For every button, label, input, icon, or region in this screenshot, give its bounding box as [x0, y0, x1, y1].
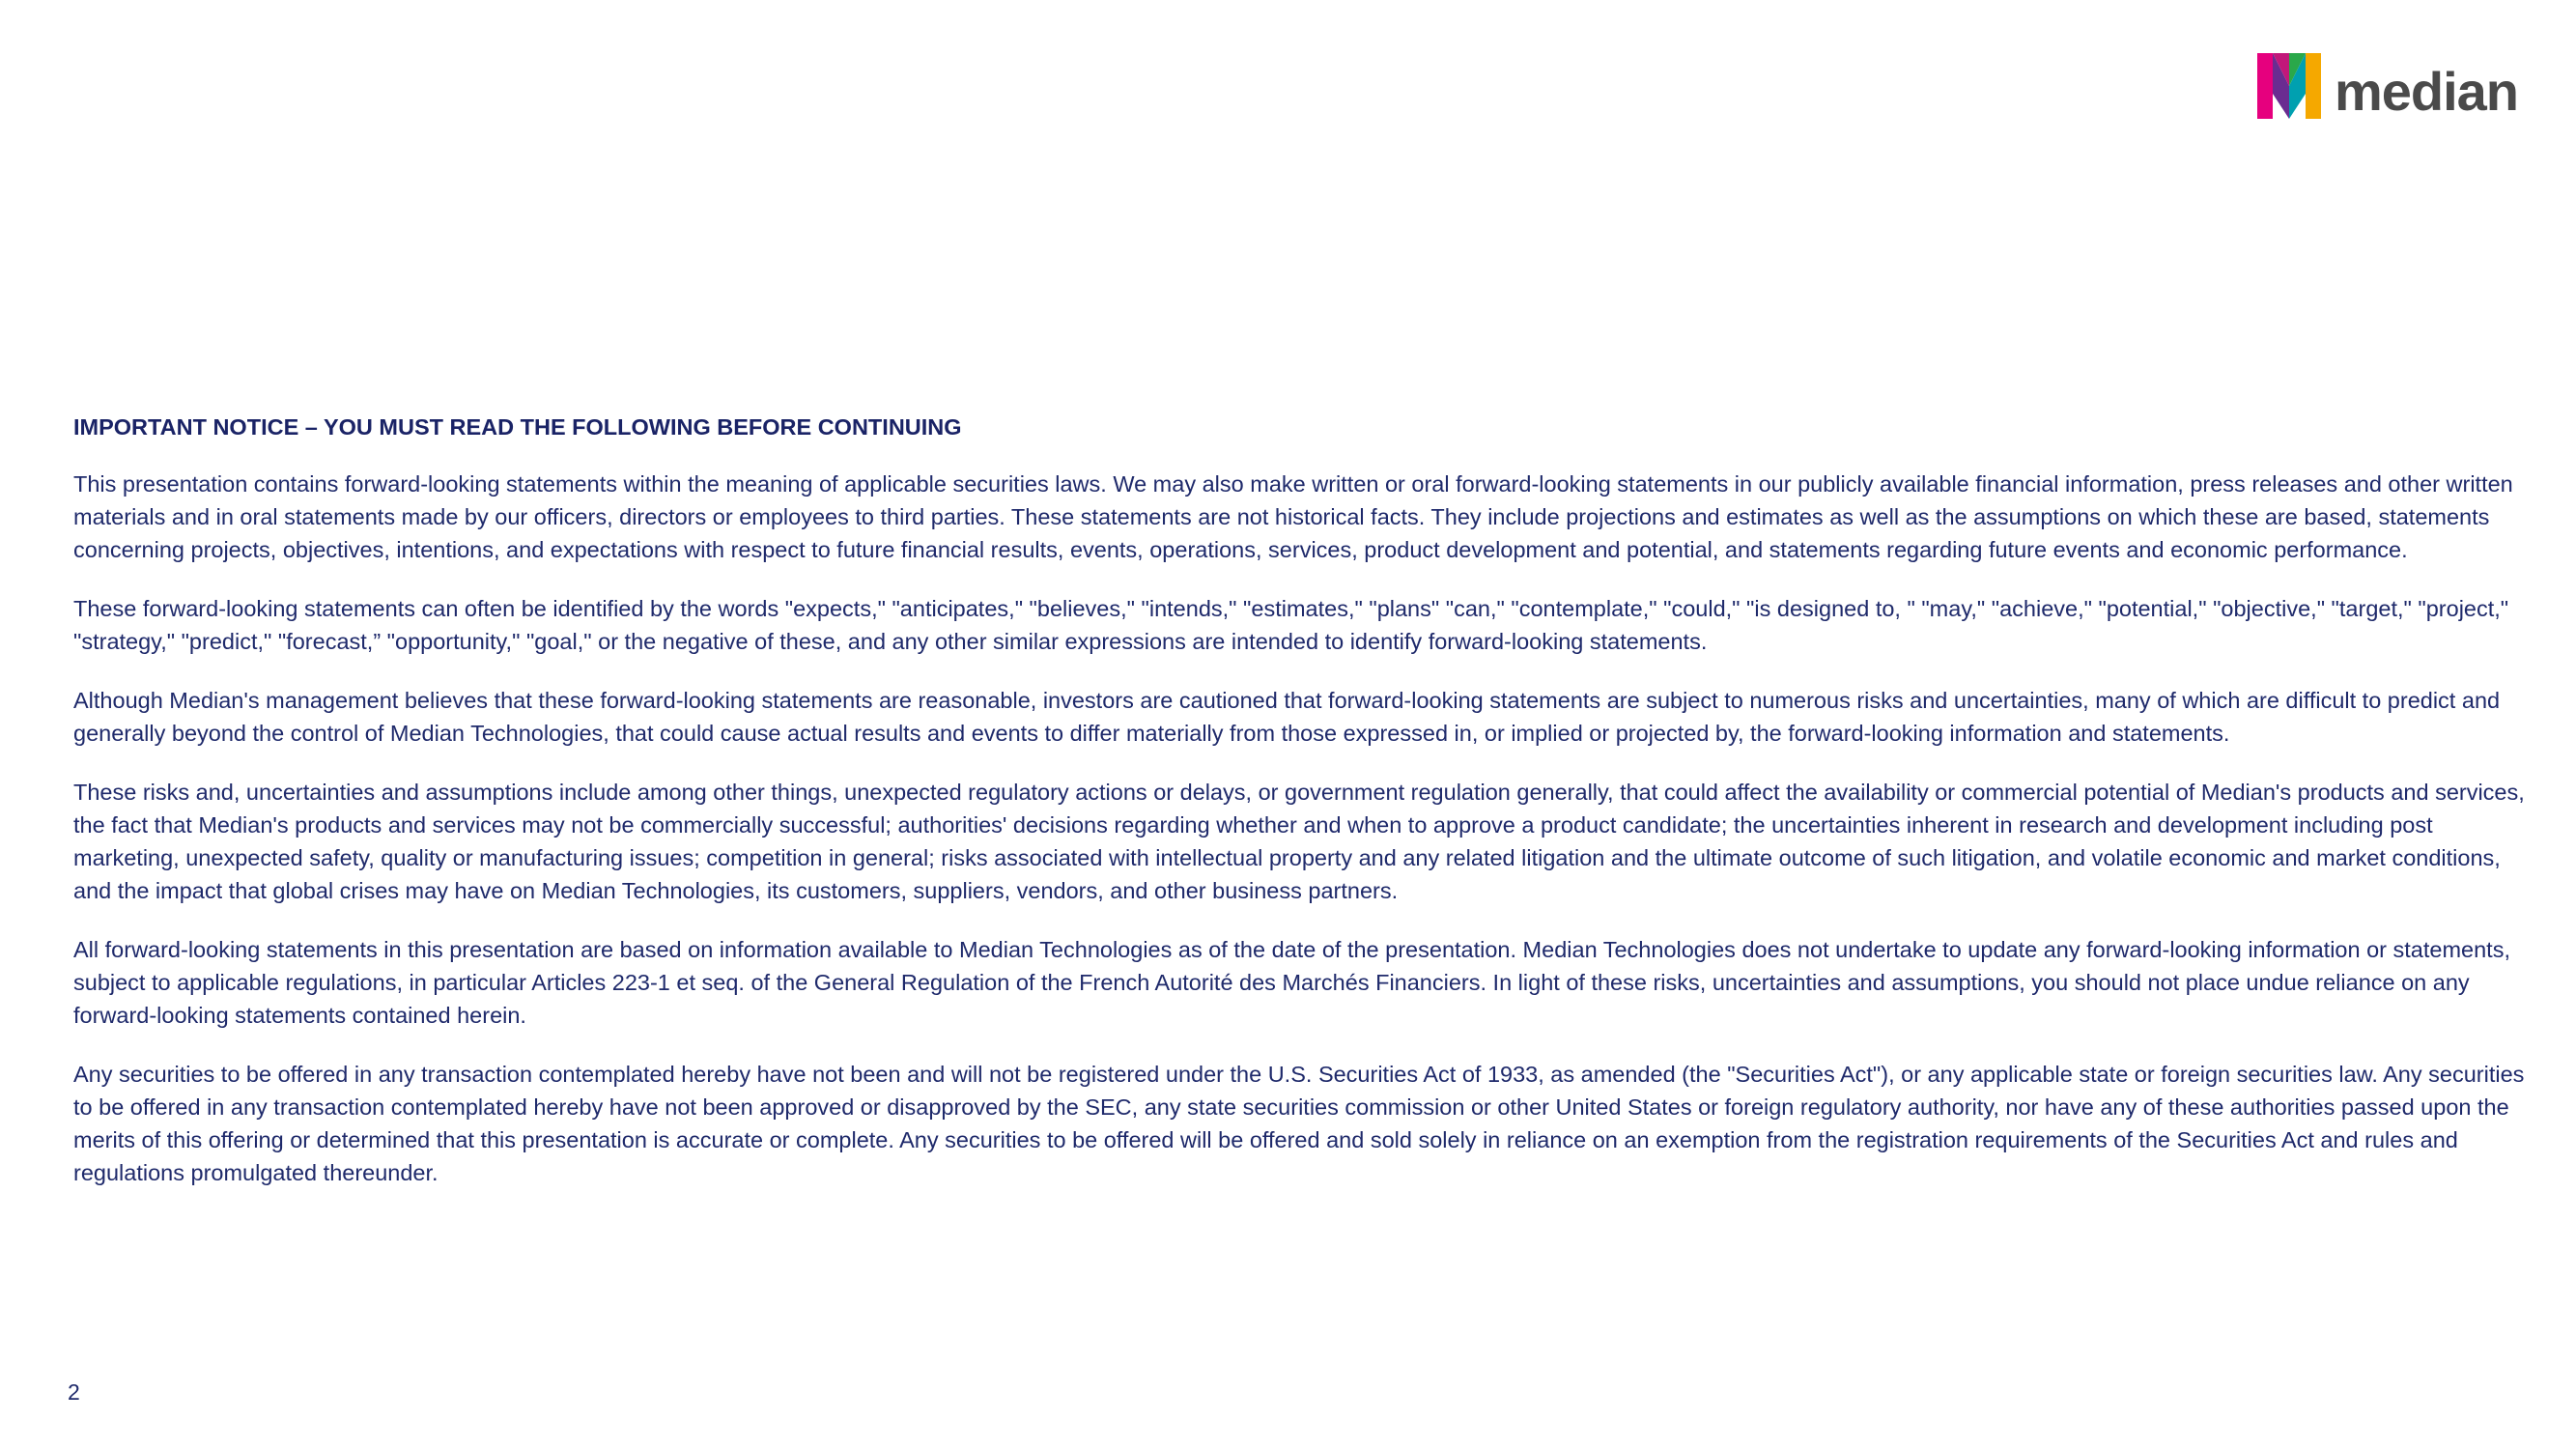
notice-paragraph: This presentation contains forward-looking statements within the meaning of applicable securities laws. We may also make written or oral forward-looking statements in our publicly available financial information, press releases and other written materials and in oral statements made by our officers, directors or employees to third parties. These statements are not historical facts. They include projections and estimates as well as the assumptions on which these are based, statements concerning projects, objectives, intentions, and expectations with respect to future financial results, events, operations, services, product development and potential, and statements regarding future events and economic performance.	[73, 471, 2513, 562]
notice-paragraph: Although Median's management believes that these forward-looking statements are reasonable, investors are cautioned that forward-looking statements are subject to numerous risks and uncertainties, many of which are difficult to predict and generally beyond the control of Median Technologies, that could cause actual results and events to differ materially from those expressed in, or implied or projected by, the forward-looking information and statements.	[73, 688, 2501, 746]
notice-paragraph: These risks and, uncertainties and assumptions include among other things, unexpected regulatory actions or delays, or government regulation generally, that could affect the availability or commercial potential of Median's products and services, the fact that Median's products and services may not be commercially successful; authorities' decisions regarding whether and when to approve a product candidate; the uncertainties inherent in research and development including post marketing, unexpected safety, quality or manufacturing issues; competition in general; risks associated with intellectual property and any related litigation and the ultimate outcome of such litigation, and volatile economic and market conditions, and the impact that global crises may have on Median Technologies, its customers, suppliers, vendors, and other business partners.	[73, 780, 2525, 903]
median-m-logo-icon	[2257, 53, 2321, 119]
page-number: 2	[68, 1379, 80, 1405]
median-wordmark: median	[2334, 61, 2518, 122]
notice-paragraph: All forward-looking statements in this presentation are based on information available to Median Technologies as of the date of the presentation. Median Technologies does not undertake to update any forward-looking information or statements, subject to applicable regulations, in particular Articles 223-1 et seq. of the General Regulation of the French Autorité des Marchés Financiers. In light of these risks, uncertainties and assumptions, you should not place undue reliance on any forward-looking statements contained herein.	[73, 937, 2510, 1028]
median-logo	[2257, 53, 2518, 122]
notice-section	[73, 412, 2527, 1215]
notice-paragraph: Any securities to be offered in any transaction contemplated hereby have not been and will not be registered under the U.S. Securities Act of 1933, as amended (the "Securities Act"), or any applicable state or foreign securities law. Any securities to be offered in any transaction contemplated hereby have not been approved or disapproved by the SEC, any state securities commission or other United States or foreign regulatory authority, nor have any of these authorities passed upon the merits of this offering or determined that this presentation is accurate or complete. Any securities to be offered will be offered and sold solely in reliance on an exemption from the registration requirements of the Securities Act and rules and regulations promulgated thereunder.	[73, 1062, 2525, 1185]
notice-paragraph: These forward-looking statements can often be identified by the words "expects," "anticipates," "believes," "intends," "estimates," "plans" "can," "contemplate," "could," "is designed to, " "may," "achieve," "potential," "objective," "target," "project," "strategy," "predict," "forecast,” "opportunity," "goal," or the negative of these, and any other similar expressions are intended to identify forward-looking statements.	[73, 596, 2509, 654]
notice-title: IMPORTANT NOTICE – YOU MUST READ THE FOLLOWING BEFORE CONTINUING	[73, 414, 962, 440]
